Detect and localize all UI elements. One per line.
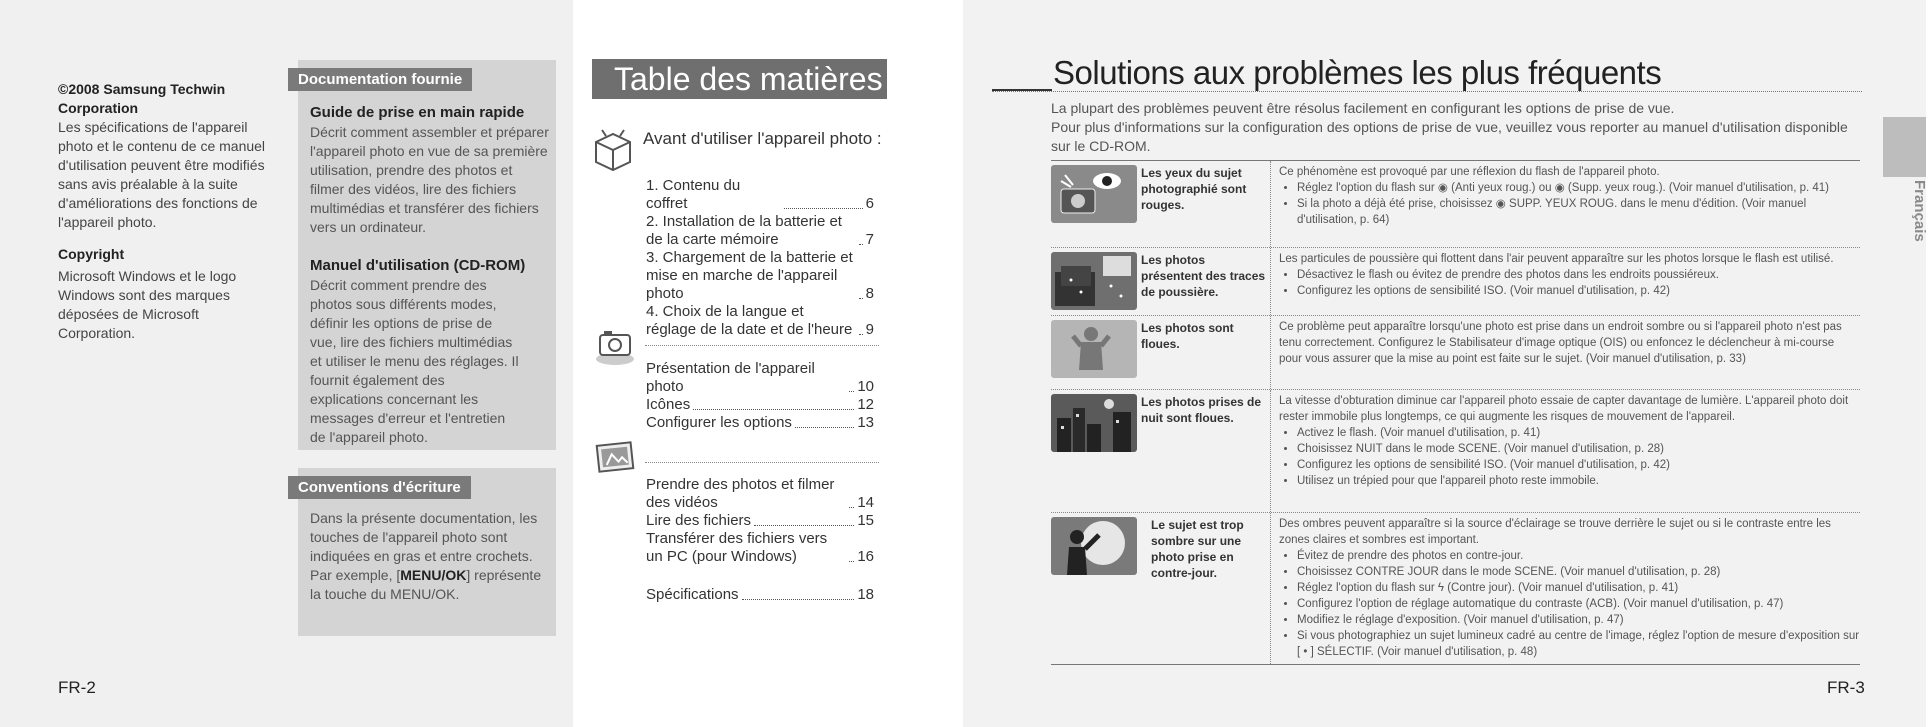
manual-text: Décrit comment prendre des photos sous différents modes, définir les options de prise de vue, lire des fichiers multimédias et utiliser le menu des réglages. Il fournit également des explications concernant les messages d'erreur et l'entretien de l'appareil photo. [310, 277, 519, 445]
copyright-block [58, 80, 283, 343]
toc-item[interactable] [646, 213, 874, 249]
problem-label: Les photos présentent des traces de poussière. [1141, 253, 1266, 299]
toc-item-page: 7 [865, 231, 874, 248]
toc-item-page: 15 [857, 512, 874, 529]
toc-item[interactable] [646, 303, 874, 339]
problem-row-backlight [1051, 513, 1860, 664]
solutions-intro-1: La plupart des problèmes peuvent être résolus facilement en configurant les options de prise de vue. [1051, 100, 1675, 116]
night-photo [1051, 390, 1137, 512]
problem-intro: Les particules de poussière qui flottent dans l'air peuvent apparaître sur les photos lorsque le flash est utilisé. [1279, 253, 1834, 265]
blur-photo [1051, 316, 1137, 389]
problem-bullet: • Réglez l'option du flash sur ϟ (Contre jour). (Voir manuel d'utilisation, p. 41) [1297, 580, 1860, 596]
documentation-content [310, 104, 550, 447]
toc-divider [645, 462, 879, 463]
side-tab [1883, 117, 1926, 177]
backlight-photo [1051, 513, 1137, 664]
problem-description [1270, 390, 1860, 512]
toc-item-label: Transférer des fichiers vers un PC (pour Windows) [646, 530, 828, 565]
conventions-title: Conventions d'écriture [288, 476, 471, 499]
toc-item-page: 9 [865, 321, 874, 338]
toc-item-label: Prendre des photos et filmer des vidéos [646, 476, 835, 511]
problem-description: Ce problème peut apparaître lorsqu'une photo est prise dans un endroit sombre ou si l'appareil photo n'est pas tenu correctement. Configurez le Stabilisateur d'image optique (OIS) ou enfoncez le déclencheur à mi-course pour vous assurer que la mise au point est faite sur le sujet. (Voir manuel d'utilisation, p. 33) [1270, 316, 1860, 389]
problem-bullet: • Choisissez CONTRE JOUR dans le mode SCENE. (Voir manuel d'utilisation, p. 28) [1297, 564, 1860, 580]
problem-label: Les photos prises de nuit sont floues. [1141, 395, 1262, 425]
copyright-title: ©2008 Samsung Techwin Corporation [58, 81, 226, 116]
toc-item-label: 3. Chargement de la batterie et mise en marche de l'appareil photo [646, 249, 853, 302]
problem-bullet: • Configurez les options de sensibilité ISO. (Voir manuel d'utilisation, p. 42) [1297, 283, 1860, 299]
solutions-title: Solutions aux problèmes les plus fréquents [1053, 54, 1662, 91]
toc-item-page: 18 [857, 586, 874, 603]
problem-description [1270, 513, 1860, 664]
problem-label: Le sujet est trop sombre sur une photo prise en contre-jour. [1151, 518, 1244, 580]
toc-title: Table des matières [592, 59, 887, 99]
problem-bullet: • Utilisez un trépied pour que l'appareil photo reste immobile. [1297, 473, 1860, 489]
solutions-intro-2: Pour plus d'informations sur la configuration des options de prise de vue, veuillez vous reporter au manuel d'utilisation disponible sur le CD-ROM. [1051, 119, 1848, 154]
toc-item-label: 4. Choix de la langue et réglage de la date et de l'heure [646, 303, 853, 338]
problem-description [1270, 248, 1860, 315]
red-eye-photo [1051, 161, 1137, 247]
conventions-post: ] représente la touche du MENU/OK. [310, 567, 542, 602]
toc-item[interactable] [646, 177, 874, 213]
problem-intro: Ce phénomène est provoqué par une réflexion du flash de l'appareil photo. [1279, 166, 1660, 178]
page-number-left: FR-2 [58, 678, 96, 697]
conventions-pre: Par exemple, [ [310, 567, 401, 583]
toc-item[interactable] [646, 396, 874, 414]
problem-bullet: • Évitez de prendre des photos en contre-jour. [1297, 548, 1860, 564]
problem-bullet: • Modifiez le réglage d'exposition. (Voir manuel d'utilisation, p. 47) [1297, 612, 1860, 628]
documentation-title: Documentation fournie [288, 68, 472, 91]
problem-bullet: • Configurez l'option de réglage automatique du contraste (ACB). (Voir manuel d'utilisation, p. 47) [1297, 596, 1860, 612]
toc-item-page: 14 [857, 494, 874, 511]
problem-bullet: • Si vous photographiez un sujet lumineux cadré au centre de l'image, réglez l'option de mesure d'exposition sur [ • ] SÉLECTIF. (Voir manuel d'utilisation, p. 48) [1297, 628, 1860, 660]
problem-row-night [1051, 390, 1860, 513]
problem-label: Les yeux du sujet photographié sont rouges. [1141, 166, 1247, 212]
conventions-text [310, 509, 545, 604]
toc-divider [645, 345, 879, 346]
problems-table [1051, 160, 1860, 665]
side-language-label: Français [1911, 180, 1928, 242]
conventions-text-2 [310, 566, 545, 604]
guide-text: Décrit comment assembler et préparer l'appareil photo en vue de sa première utilisation, prendre des photos et filmer des vidéos, lire des fichiers multimédias et transférer des fichiers vers un ordinateur. [310, 124, 549, 235]
toc-item-label: 2. Installation de la batterie et de la carte mémoire [646, 213, 842, 248]
toc-item-label: 1. Contenu du coffret [646, 177, 741, 212]
toc-item-page: 6 [865, 195, 874, 212]
camera-icon [594, 327, 636, 372]
toc-item-label: Configurer les options [646, 414, 792, 431]
guide-title: Guide de prise en main rapide [310, 104, 525, 121]
solutions-intro [1051, 99, 1871, 156]
photos-icon [594, 440, 638, 481]
toc-item-label: Icônes [646, 396, 691, 413]
toc-section2-list [646, 360, 874, 432]
problem-row-dust [1051, 248, 1860, 316]
problem-description [1270, 161, 1860, 247]
toc-section3-list [646, 476, 874, 604]
problem-intro: Des ombres peuvent apparaître si la source d'éclairage se trouve derrière le sujet ou si le contraste entre les zones claires et sombres est important. [1279, 518, 1831, 546]
conventions-text-1: Dans la présente documentation, les touches de l'appareil photo sont indiquées en gras et entre crochets. [310, 510, 538, 564]
problem-label: Les photos sont floues. [1141, 321, 1234, 351]
toc-item-label: Spécifications [646, 586, 739, 603]
toc-item-page: 13 [857, 414, 874, 431]
copyright2-text: Microsoft Windows et le logo Windows sont des marques déposées de Microsoft Corporation. [58, 268, 237, 341]
toc-item-label: Lire des fichiers [646, 512, 752, 529]
box-icon [592, 128, 634, 179]
problem-bullet: • Configurez les options de sensibilité ISO. (Voir manuel d'utilisation, p. 42) [1297, 457, 1860, 473]
problem-row-blur [1051, 316, 1860, 390]
page-number-right: FR-3 [1827, 678, 1865, 697]
toc-item[interactable] [646, 476, 874, 512]
copyright-text: Les spécifications de l'appareil photo et le contenu de ce manuel d'utilisation peuvent être modifiés sans avis préalable à la suite d'améliorations des fonctions de l'appareil photo. [58, 119, 266, 230]
copyright2-title: Copyright [58, 246, 125, 262]
toc-item-page: 16 [857, 548, 874, 565]
toc-item[interactable] [646, 414, 874, 432]
problem-row-red-eye [1051, 161, 1860, 248]
problem-bullet: • Désactivez le flash ou évitez de prendre des photos dans les endroits poussiéreux. [1297, 267, 1860, 283]
toc-item-page: 8 [865, 285, 874, 302]
toc-section1-list [646, 177, 874, 339]
toc-item-label: Présentation de l'appareil photo [646, 360, 815, 395]
toc-section1-title: Avant d'utiliser l'appareil photo : [643, 129, 882, 148]
problem-bullet: • Activez le flash. (Voir manuel d'utilisation, p. 41) [1297, 425, 1860, 441]
toc-item[interactable] [646, 249, 874, 303]
problem-intro: La vitesse d'obturation diminue car l'appareil photo essaie de capter davantage de lumière. L'appareil photo doit rester immobile plus longtemps, ce qui augmente les risques de mouvement de l'appareil. [1279, 395, 1849, 423]
toc-item[interactable] [646, 360, 874, 396]
manual-title: Manuel d'utilisation (CD-ROM) [310, 257, 526, 274]
problem-bullet: • Choisissez NUIT dans le mode SCENE. (Voir manuel d'utilisation, p. 28) [1297, 441, 1860, 457]
toc-item-page: 12 [857, 396, 874, 413]
toc-item-page: 10 [857, 378, 874, 395]
toc-item[interactable] [646, 512, 874, 530]
toc-item[interactable] [646, 530, 874, 566]
problem-bullet: • Réglez l'option du flash sur ◉ (Anti yeux roug.) ou ◉ (Supp. yeux roug.). (Voir manuel d'utilisation, p. 41) [1297, 180, 1860, 196]
conventions-key: MENU/OK [400, 567, 467, 583]
problem-bullet: • Si la photo a déjà été prise, choisissez ◉ SUPP. YEUX ROUG. dans le menu d'édition. (Voir manuel d'utilisation, p. 64) [1297, 196, 1860, 228]
toc-item[interactable] [646, 586, 874, 604]
dust-photo [1051, 248, 1137, 315]
